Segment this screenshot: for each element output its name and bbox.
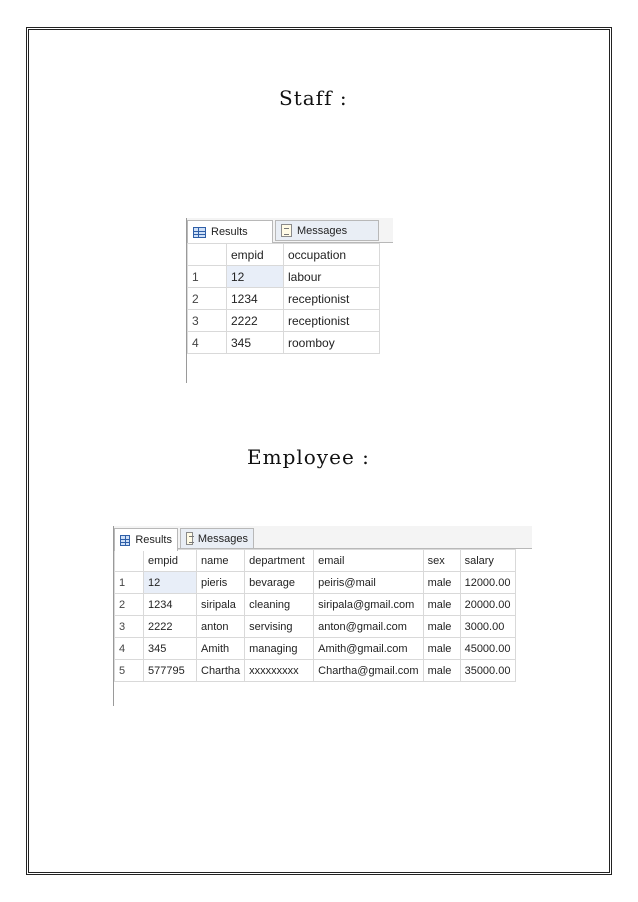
table-row [188, 288, 380, 310]
results-grid-icon [120, 535, 130, 546]
row-number: 1 [188, 266, 227, 288]
column-header-name[interactable]: name [197, 550, 245, 572]
employee-header-row [115, 550, 516, 572]
table-row [188, 266, 380, 288]
cell-name[interactable]: siripala [197, 594, 245, 616]
cell-name[interactable]: pieris [197, 572, 245, 594]
staff-messages-tab-label: Messages [297, 224, 348, 237]
cell-salary[interactable]: 45000.00 [460, 638, 515, 660]
cell-empid[interactable]: 12 [227, 266, 284, 288]
column-header-email[interactable]: email [314, 550, 423, 572]
column-header-empid[interactable]: empid [144, 550, 197, 572]
table-row [115, 572, 516, 594]
cell-occupation[interactable]: labour [284, 266, 380, 288]
row-number: 4 [115, 638, 144, 660]
staff-heading: Staff : [279, 86, 348, 110]
cell-empid[interactable]: 345 [227, 332, 284, 354]
cell-department[interactable]: xxxxxxxxx [245, 660, 314, 682]
cell-occupation[interactable]: roomboy [284, 332, 380, 354]
row-number: 2 [115, 594, 144, 616]
table-row [188, 332, 380, 354]
cell-sex[interactable]: male [423, 616, 460, 638]
table-row [115, 594, 516, 616]
cell-email[interactable]: Amith@gmail.com [314, 638, 423, 660]
cell-department[interactable]: bevarage [245, 572, 314, 594]
column-header-occupation[interactable]: occupation [284, 244, 380, 266]
cell-occupation[interactable]: receptionist [284, 288, 380, 310]
staff-results-pane [186, 218, 393, 383]
cell-email[interactable]: peiris@mail [314, 572, 423, 594]
cell-name[interactable]: anton [197, 616, 245, 638]
staff-header-row [188, 244, 380, 266]
employee-results-tab[interactable] [114, 528, 178, 551]
row-number: 3 [115, 616, 144, 638]
cell-sex[interactable]: male [423, 572, 460, 594]
cell-empid[interactable]: 1234 [144, 594, 197, 616]
messages-icon [186, 532, 193, 545]
cell-name[interactable]: Chartha [197, 660, 245, 682]
column-header-empid[interactable]: empid [227, 244, 284, 266]
column-header-department[interactable]: department [245, 550, 314, 572]
table-row [115, 616, 516, 638]
cell-email[interactable]: siripala@gmail.com [314, 594, 423, 616]
results-grid-icon [193, 227, 206, 238]
cell-salary[interactable]: 12000.00 [460, 572, 515, 594]
row-number-header [188, 244, 227, 266]
cell-sex[interactable]: male [423, 638, 460, 660]
row-number: 3 [188, 310, 227, 332]
row-number: 2 [188, 288, 227, 310]
cell-empid[interactable]: 2222 [144, 616, 197, 638]
messages-icon [281, 224, 292, 237]
staff-tabbar [187, 218, 393, 243]
cell-department[interactable]: managing [245, 638, 314, 660]
row-number: 1 [115, 572, 144, 594]
cell-empid[interactable]: 12 [144, 572, 197, 594]
cell-email[interactable]: anton@gmail.com [314, 616, 423, 638]
cell-name[interactable]: Amith [197, 638, 245, 660]
cell-sex[interactable]: male [423, 660, 460, 682]
cell-salary[interactable]: 35000.00 [460, 660, 515, 682]
cell-occupation[interactable]: receptionist [284, 310, 380, 332]
cell-empid[interactable]: 1234 [227, 288, 284, 310]
cell-empid[interactable]: 577795 [144, 660, 197, 682]
column-header-sex[interactable]: sex [423, 550, 460, 572]
staff-results-tab[interactable] [187, 220, 273, 243]
employee-messages-tab[interactable] [180, 528, 254, 549]
table-row [115, 660, 516, 682]
cell-empid[interactable]: 2222 [227, 310, 284, 332]
employee-results-tab-label: Results [135, 534, 172, 546]
row-number-header [115, 550, 144, 572]
employee-heading: Employee : [247, 445, 370, 469]
employee-results-grid [114, 549, 516, 682]
staff-results-tab-label: Results [211, 226, 248, 238]
staff-messages-tab[interactable] [275, 220, 379, 241]
cell-email[interactable]: Chartha@gmail.com [314, 660, 423, 682]
row-number: 5 [115, 660, 144, 682]
table-row [188, 310, 380, 332]
column-header-salary[interactable]: salary [460, 550, 515, 572]
row-number: 4 [188, 332, 227, 354]
cell-sex[interactable]: male [423, 594, 460, 616]
employee-messages-tab-label: Messages [197, 532, 248, 545]
employee-tabbar [114, 526, 532, 549]
cell-department[interactable]: servising [245, 616, 314, 638]
staff-results-grid [187, 243, 380, 354]
cell-salary[interactable]: 3000.00 [460, 616, 515, 638]
cell-department[interactable]: cleaning [245, 594, 314, 616]
employee-results-pane [113, 526, 532, 706]
cell-empid[interactable]: 345 [144, 638, 197, 660]
cell-salary[interactable]: 20000.00 [460, 594, 515, 616]
table-row [115, 638, 516, 660]
